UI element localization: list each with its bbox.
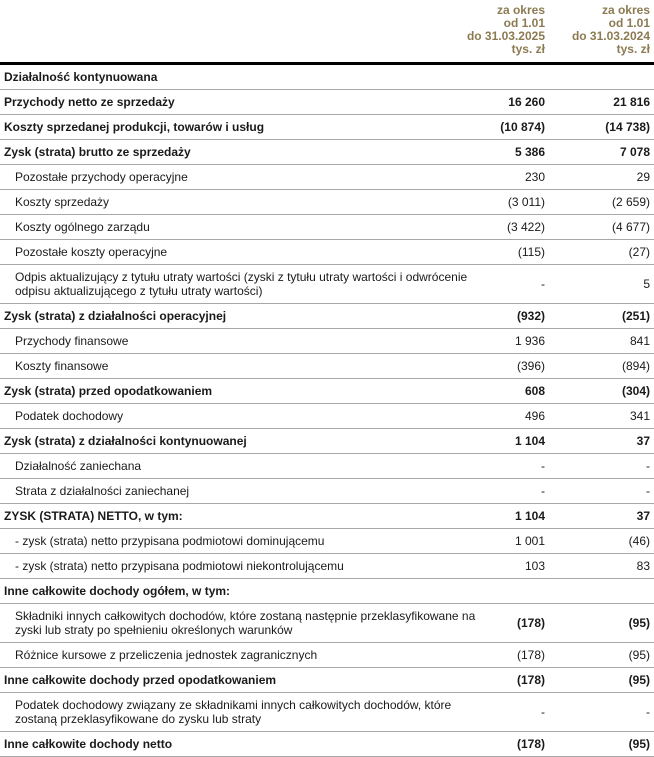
- row-label: Odpis aktualizujący z tytułu utraty wartości (zyski z tytułu utraty wartości i odwrócenie odpisu aktualizującego z tytułu utraty wartości): [15, 270, 468, 298]
- table-row: [0, 554, 654, 579]
- table-row: [0, 529, 654, 554]
- row-value-2024: (95): [628, 648, 650, 662]
- table-row-section: [0, 65, 654, 90]
- row-label: Pozostałe koszty operacyjne: [15, 245, 168, 259]
- table-row: [0, 429, 654, 454]
- table-row: [0, 165, 654, 190]
- row-value-2025: 103: [524, 559, 545, 573]
- row-value-2024: (46): [628, 534, 650, 548]
- row-label: Koszty ogólnego zarządu: [15, 220, 150, 234]
- row-value-2024: (27): [628, 245, 650, 259]
- table-row: [0, 693, 654, 732]
- table-row: [0, 140, 654, 165]
- row-value-2025: (10 874): [500, 120, 545, 134]
- row-value-2025: -: [541, 459, 545, 473]
- table-row: [0, 240, 654, 265]
- row-label: Podatek dochodowy: [15, 409, 124, 423]
- table-row: [0, 732, 654, 757]
- table-row: [0, 190, 654, 215]
- table-row: [0, 668, 654, 693]
- table-row: [0, 215, 654, 240]
- row-label: Przychody netto ze sprzedaży: [4, 95, 175, 109]
- period-line: od 1.01: [608, 16, 650, 30]
- row-value-2024: (14 738): [605, 120, 650, 134]
- row-value-2025: (396): [516, 359, 545, 373]
- row-label: Strata z działalności zaniechanej: [15, 484, 190, 498]
- row-value-2025: 5 386: [514, 145, 545, 159]
- row-label: Koszty finansowe: [15, 359, 109, 373]
- row-label: Zysk (strata) przed opodatkowaniem: [4, 384, 213, 398]
- row-label: ZYSK (STRATA) NETTO, w tym:: [4, 509, 183, 523]
- row-value-2025: (3 011): [507, 195, 545, 209]
- row-value-2024: (251): [621, 309, 650, 323]
- row-label: Koszty sprzedaży: [15, 195, 110, 209]
- table-row: [0, 643, 654, 668]
- row-label: Zysk (strata) brutto ze sprzedaży: [4, 145, 191, 159]
- row-value-2025: -: [541, 277, 545, 291]
- row-label: Koszty sprzedanej produkcji, towarów i usług: [4, 120, 265, 134]
- row-value-2025: (178): [516, 616, 545, 630]
- row-value-2024: -: [646, 459, 650, 473]
- row-value-2024: 37: [636, 509, 650, 523]
- row-value-2025: 1 104: [514, 509, 545, 523]
- row-value-2024: 5: [643, 277, 650, 291]
- row-value-2025: -: [541, 705, 545, 719]
- row-value-2024: -: [646, 484, 650, 498]
- row-label: Składniki innych całkowitych dochodów, które zostaną następnie przeklasyfikowane na zyski lub straty po spełnieniu określonych warunków: [15, 609, 476, 637]
- row-label: - zysk (strata) netto przypisana podmiotowi dominującemu: [15, 534, 325, 548]
- row-label: Różnice kursowe z przeliczenia jednostek zagranicznych: [15, 648, 318, 662]
- period-header: [0, 0, 654, 65]
- table-row-section: [0, 579, 654, 604]
- row-label: Działalność kontynuowana: [4, 70, 158, 84]
- table-row: [0, 265, 654, 304]
- period-line: za okres: [496, 3, 545, 17]
- row-value-2024: 7 078: [619, 145, 650, 159]
- row-value-2024: (95): [628, 673, 650, 687]
- row-value-2025: 1 001: [514, 534, 545, 548]
- row-label: Zysk (strata) z działalności operacyjnej: [4, 309, 227, 323]
- row-value-2024: (894): [621, 359, 650, 373]
- row-value-2025: (115): [517, 245, 545, 259]
- table-row: [0, 304, 654, 329]
- row-value-2024: -: [646, 705, 650, 719]
- row-value-2025: (3 422): [506, 220, 545, 234]
- row-label: Podatek dochodowy związany ze składnikami innych całkowitych dochodów, które zostaną przeklasyfikowane do zysku lub straty: [15, 698, 452, 726]
- table-row: [0, 90, 654, 115]
- period-column-2025: [467, 4, 548, 56]
- row-value-2024: (2 659): [611, 195, 650, 209]
- row-value-2024: (95): [628, 737, 650, 751]
- row-value-2024: 83: [636, 559, 650, 573]
- period-unit: tys. zł: [511, 42, 545, 56]
- row-value-2025: 1 104: [514, 434, 545, 448]
- row-label: Przychody finansowe: [15, 334, 129, 348]
- row-value-2024: 21 816: [613, 95, 650, 109]
- row-label: Zysk (strata) z działalności kontynuowanej: [4, 434, 247, 448]
- row-value-2024: 29: [636, 170, 650, 184]
- row-value-2025: (932): [516, 309, 545, 323]
- row-label: Działalność zaniechana: [15, 459, 142, 473]
- row-value-2024: (95): [628, 616, 650, 630]
- table-row: [0, 354, 654, 379]
- row-value-2025: 1 936: [514, 334, 545, 348]
- period-unit: tys. zł: [616, 42, 650, 56]
- row-value-2025: -: [541, 484, 545, 498]
- period-line: za okres: [601, 3, 650, 17]
- row-value-2024: 37: [636, 434, 650, 448]
- row-label: Inne całkowite dochody netto: [4, 737, 173, 751]
- row-value-2024: (304): [621, 384, 650, 398]
- row-value-2025: 16 260: [508, 95, 545, 109]
- table-row: [0, 479, 654, 504]
- row-label: Inne całkowite dochody przed opodatkowaniem: [4, 673, 277, 687]
- row-value-2025: (178): [516, 737, 545, 751]
- row-value-2025: 496: [524, 409, 545, 423]
- row-value-2024: 841: [629, 334, 650, 348]
- period-line: od 1.01: [503, 16, 545, 30]
- row-value-2025: 608: [524, 384, 545, 398]
- table-row: [0, 329, 654, 354]
- row-label: - zysk (strata) netto przypisana podmiotowi niekontrolującemu: [15, 559, 344, 573]
- row-value-2024: 341: [629, 409, 650, 423]
- table-row: [0, 404, 654, 429]
- table-row: [0, 504, 654, 529]
- row-value-2025: (178): [516, 673, 545, 687]
- table-row: [0, 604, 654, 643]
- table-row: [0, 115, 654, 140]
- row-value-2025: 230: [524, 170, 545, 184]
- row-value-2024: (4 677): [611, 220, 650, 234]
- table-row: [0, 454, 654, 479]
- period-line: do 31.03.2024: [571, 29, 650, 43]
- table-row: [0, 379, 654, 404]
- row-value-2025: (178): [516, 648, 545, 662]
- row-label: Inne całkowite dochody ogółem, w tym:: [4, 584, 231, 598]
- period-line: do 31.03.2025: [466, 29, 545, 43]
- row-label: Pozostałe przychody operacyjne: [15, 170, 188, 184]
- period-column-2024: [548, 4, 654, 56]
